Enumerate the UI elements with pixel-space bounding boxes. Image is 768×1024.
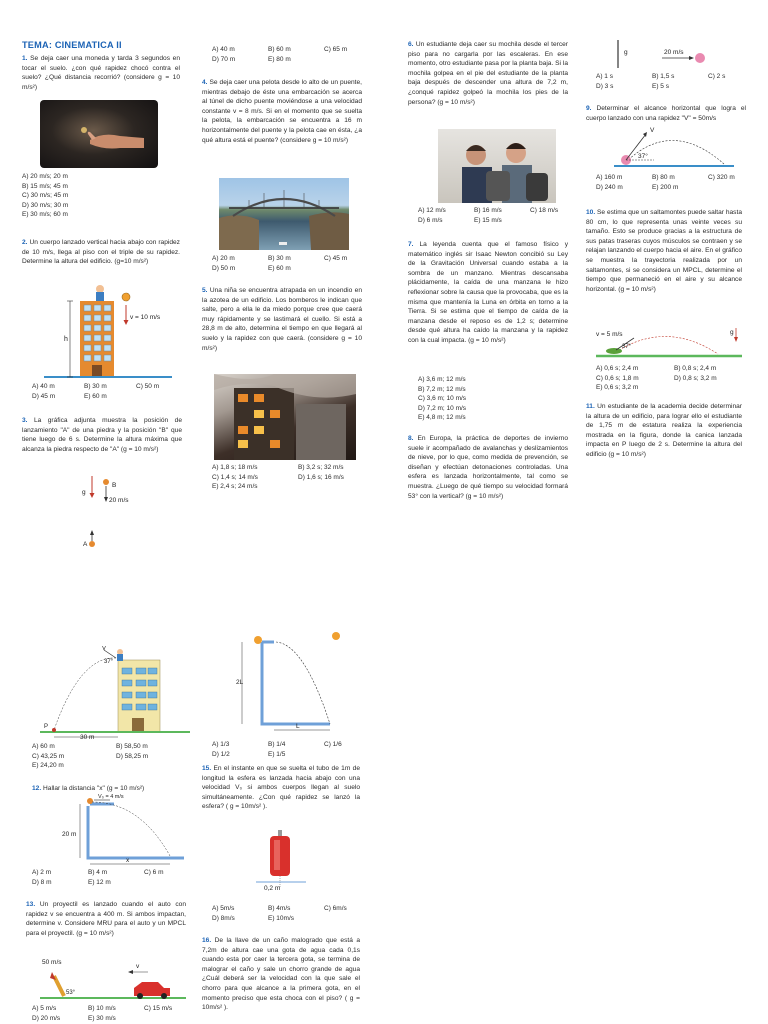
question-2-options (32, 382, 182, 401)
option-e: E) 1/5 (268, 750, 286, 758)
option-b: B) 16 m/s (474, 207, 502, 214)
option-e: E) 0,6 s; 3,2 m (596, 384, 639, 392)
option-e: E) 60 m (268, 264, 291, 272)
question-number: 6. (408, 41, 414, 48)
question-6 (408, 40, 568, 107)
angle-label: 53° (66, 990, 76, 996)
question-number: 16. (202, 937, 212, 944)
velocity-label: 20 m/s (664, 49, 684, 56)
option-e: E) 15 m/s (474, 216, 502, 224)
option-d: D) 0,8 s; 3,2 m (674, 374, 717, 382)
point-b-label: B (112, 482, 117, 489)
building-figure (44, 283, 174, 381)
question-6-options (418, 206, 588, 225)
question-number: 11. (586, 403, 595, 410)
option-b: B) 30 m (268, 255, 291, 262)
distance-label: 0,2 m (264, 885, 281, 892)
stone-figure (70, 474, 150, 554)
building-canica-figure (40, 646, 190, 740)
bridge-photo (219, 178, 349, 250)
horizontal-launch-figure (612, 40, 722, 68)
question-text: Se estima que un saltamontes puede saltar hasta 80 cm, lo que representa unas veinte veces su tamaño. Esto se produce gracias a la estructura de sus patas traseras cuyos músculos se contraen y se relajan lanzando el cuerpo hacia el aire. En el gráfico se muestra la trayectoria realizada por un saltamontes, si se considera un MPCL, determine el tiempo que permaneció en el aire y su alcance horizontal. (g = 10 m/s²) (586, 209, 742, 293)
question-number: 5. (202, 287, 208, 294)
car-projectile-figure (40, 958, 186, 1002)
option-d: D) 8m/s (212, 914, 235, 922)
gravity-label: g (624, 49, 628, 56)
car-velocity-label: v (136, 963, 140, 970)
option-c: C) 3,6 m; 10 m/s (418, 395, 467, 403)
ramp-fall-figure (224, 632, 344, 736)
option-d: D) 1,6 s; 16 m/s (298, 473, 344, 481)
option-c: C) 30 m/s; 45 m (22, 192, 69, 200)
question-8-options (596, 72, 746, 91)
option-e: E) 30 m/s (88, 1014, 116, 1022)
option-d: D) 30 m/s; 30 m (22, 201, 69, 209)
question-text: Se deja caer una moneda y tarda 3 segundos en tocar el suelo. ¿con qué rapidez chocó contra el suelo? ¿Qué distancia recorrió? (considere g = 10 m/s²) (22, 55, 180, 91)
question-5-options (212, 463, 392, 492)
option-c: C) 320 m (708, 174, 735, 181)
height-2l-label: 2L (236, 679, 244, 686)
option-e: E) 10m/s (268, 914, 295, 922)
question-number: 7. (408, 241, 414, 248)
option-a: A) 12 m/s (418, 207, 446, 214)
question-4-options (212, 254, 382, 273)
question-number: 12. (32, 785, 42, 792)
option-c: C) 65 m (324, 46, 348, 53)
distance-l-label: L (296, 723, 300, 730)
option-a: A) 40 m (32, 383, 55, 390)
option-a: A) 1,8 s; 18 m/s (212, 464, 258, 471)
question-number: 13. (26, 901, 36, 908)
coin-flip-photo (40, 100, 158, 168)
option-a: A) 2 m (32, 869, 52, 876)
option-b: B) 15 m/s; 45 m (22, 182, 68, 190)
page-title: TEMA: CINEMATICA II (22, 40, 122, 50)
option-e: E) 80 m (268, 55, 291, 63)
question-text: En el instante en que se suelta el tubo de 1m de longitud la esfera es lanzada hacia abajo con una velocidad V₀ si ambos cuerpos llegan al suelo simultáneamente. ¿Con qué rapidez se lanzó la esfera? ( g = 10m/s² ). (202, 765, 360, 811)
option-e: E) 200 m (652, 183, 679, 191)
option-a: A) 60 m (32, 743, 55, 750)
option-b: B) 7,2 m; 12 m/s (418, 385, 466, 393)
question-number: 8. (408, 435, 414, 442)
question-13 (26, 900, 186, 938)
option-b: B) 3,2 s; 32 m/s (298, 464, 344, 471)
question-12-options (32, 868, 192, 887)
option-a: A) 40 m (212, 46, 235, 53)
question-text: Un estudiante de la academia decide determinar la altura de un edificio, para lograr ello el estudiante de 1,75 m de estatura realiza la experiencia mostrada en la figura, donde la canica lanzada impacta en P luego de 2 s. Determine la altura del edificio (g = 10 m/s²) (586, 403, 742, 458)
option-b: B) 80 m (652, 174, 675, 181)
option-c: C) 45 m (324, 255, 348, 262)
option-d: D) 50 m (212, 264, 236, 272)
option-a: A) 1 s (596, 73, 613, 80)
distance-x-label: x (126, 857, 130, 864)
option-d: D) 70 m (212, 55, 236, 63)
question-13-options (32, 1004, 192, 1023)
question-9 (586, 104, 746, 123)
question-4 (202, 78, 362, 145)
option-c: C) 1,4 s; 14 m/s (212, 473, 258, 481)
projectile-velocity-label: 50 m/s (42, 959, 62, 966)
question-10-options (596, 364, 756, 393)
option-b: B) 30 m (84, 383, 107, 390)
question-11-options (32, 742, 182, 771)
question-number: 15. (202, 765, 212, 772)
option-e: E) 2,4 s; 24 m/s (212, 483, 258, 491)
students-photo (438, 129, 556, 203)
option-c: C) 15 m/s (144, 1005, 173, 1012)
cliff-launch-figure (60, 792, 190, 866)
question-1 (22, 54, 180, 92)
projectile-37-figure (614, 124, 734, 170)
angle-label: 37° (104, 659, 114, 665)
option-a: A) 20 m/s; 20 m (22, 173, 68, 180)
velocity-label: V (102, 646, 107, 652)
point-p-label: P (44, 724, 49, 730)
question-number: 10. (586, 209, 596, 216)
question-16 (202, 936, 360, 1013)
question-7-options (418, 375, 568, 423)
option-e: E) 5 s (652, 82, 669, 90)
angle-label: 37° (622, 344, 632, 350)
question-text: Determinar el alcance horizontal que logra el cuerpo lanzado con una rapidez "V" = 50m/s (586, 105, 746, 122)
grasshopper-figure (596, 324, 742, 360)
option-d: D) 8 m (32, 878, 52, 886)
velocity-label: v = 5 m/s (596, 331, 623, 338)
gravity-label: g (730, 329, 734, 336)
question-number: 9. (586, 105, 592, 112)
question-3-options (212, 45, 382, 64)
option-e: E) 24,20 m (32, 762, 64, 770)
question-text: La leyenda cuenta que el famoso físico y matemático inglés sir Isaac Newton concibió su Ley de la Gravitación Universal cuando estaba a la sombra de un manzano. Mientras descansaba plácidamente, la caída de una manzana le hizo reflexionar sobre la causa que la provocaba, que es la misma que mantenía la Luna en órbita en torno a la Tierra. Si se estima que el tiempo de caída de la manzana desde el reposo es de 1,2 s; determine desde qué altura ha caído la manzana y la rapidez con la cual impacta. (g = 10 m/s²) (408, 241, 568, 344)
question-number: 2. (22, 239, 28, 246)
question-7 (408, 240, 568, 346)
option-e: E) 30 m/s; 60 m (22, 211, 68, 219)
question-1-options (22, 172, 172, 220)
question-15 (202, 764, 360, 812)
question-text: Un estudiante deja caer su mochila desde el tercer piso para no cargarla por las escaleras. En ese momento, otro estudiante pasa por la planta baja. Si la mochila golpea en el pie del estudiante de la planta baja después de descender una altura de 7,2 m, ¿conqué rapidez golpeó la mochila los pies de la persona? (g = 10 m/s²) (408, 41, 568, 106)
option-c: C) 0,6 s; 1,8 m (596, 374, 639, 382)
option-d: D) 20 m/s (32, 1014, 61, 1022)
question-text: Una niña se encuentra atrapada en un incendio en la azotea de un edificio. Los bomberos le indican que salte, pero a ella le da miedo porque cree que caerá muy rápidamente y se lastimará el cuello. Si está a 28,8 m de alto, determina el tiempo en que llegará al suelo y la rapidez con que caerá. (considere g = 10 m/s²) (202, 287, 362, 352)
question-15-options (212, 904, 372, 923)
question-number: 3. (22, 417, 28, 424)
option-a: A) 5m/s (212, 905, 235, 912)
option-c: C) 43,25 m (32, 752, 65, 760)
point-a-label: A (83, 541, 88, 548)
angle-label: 37° (638, 153, 648, 160)
option-a: A) 0,6 s; 2,4 m (596, 365, 639, 372)
question-text: Hallar la distancia "x" (g = 10 m/s²) (43, 785, 145, 792)
option-d: D) 58,25 m (116, 752, 149, 760)
question-text: La gráfica adjunta muestra la posición de lanzamiento "A" de una piedra y la posición "B" que tiene luego de 6 s. Determine la altura máxima que alcanza la piedra respecto de "A" (g = 10 m/s²) (22, 417, 182, 453)
option-a: A) 5 m/s (32, 1005, 57, 1012)
distance-label: 30 m (80, 734, 95, 740)
option-c: C) 2 s (708, 73, 726, 80)
question-text: Un proyectil es lanzado cuando el auto con rapidez v se encuentra a 400 m. Si ambos impactan, determine v. Considere MRU para el auto y un MPCL para el proyectil. (g = 10 m/s²) (26, 901, 186, 937)
option-a: A) 3,6 m; 12 m/s (418, 376, 466, 383)
tube-figure (256, 828, 306, 892)
question-text: Se deja caer una pelota desde lo alto de un puente, mientras debajo de éste una embarcación se acerca al túnel de dicho puente moviéndose a una velocidad constante v = 8 m/s. Si en el momento que se suelta la pelota, la embarcación se encuentra a 16 m horizontalmente del puente y la pelota cae en ésta, ¿a qué altura está el puente? (considere g = 10 m/s²) (202, 79, 362, 144)
option-b: B) 58,50 m (116, 743, 148, 750)
option-c: C) 6m/s (324, 905, 347, 912)
option-a: A) 20 m (212, 255, 235, 262)
height-label: 20 m (62, 831, 77, 838)
option-b: B) 4 m (88, 869, 108, 876)
question-number: 1. (22, 55, 28, 62)
question-text: En Europa, la práctica de deportes de invierno suele ir acompañado de avalanchas y deslizamientos de nieve, por lo que, como medida de prevención, se diseñan y efectúan detonaciones controladas. Una esfera es lanzada horizontalmente, tal como se muestra. ¿Luego de qué tiempo su velocidad formará 53° con la vertical? (g = 10 m/s²) (408, 435, 568, 500)
question-3 (22, 416, 182, 454)
option-e: E) 4,8 m; 12 m/s (418, 414, 466, 422)
option-d: D) 240 m (596, 183, 623, 191)
option-b: B) 1,5 s (652, 73, 675, 80)
question-text: De la llave de un caño malogrado que está a 7,2m de altura cae una gota de agua cada 0,1s cuando esta por caer la tercera gota, se termina de malograr el caño y sale un chorro grande de agua ¿Cuál deberá ser la velocidad con la que sale el chorro para que alcance a la primera gota, en el momento preciso que esta choca con el piso? ( g = 10m/s² ). (202, 937, 360, 1012)
option-a: A) 1/3 (212, 741, 230, 748)
option-b: B) 1/4 (268, 741, 286, 748)
fire-building-photo (214, 374, 356, 460)
option-e: E) 60 m (84, 392, 107, 400)
question-9-options (596, 173, 756, 192)
velocity-label: V (650, 127, 655, 134)
option-c: C) 50 m (136, 383, 160, 390)
option-b: B) 60 m (268, 46, 291, 53)
velocity-label: v = 10 m/s (130, 314, 161, 321)
option-a: A) 160 m (596, 174, 623, 181)
option-b: B) 10 m/s (88, 1005, 116, 1012)
gravity-label: g (82, 489, 86, 496)
question-text: Un cuerpo lanzado vertical hacia abajo con rapidez de 10 m/s, llega al piso con el triple de su rapidez. Determine la altura del edificio. (g=10 m/s²) (22, 239, 180, 266)
option-d: D) 6 m/s (418, 216, 443, 224)
option-c: C) 1/6 (324, 741, 342, 748)
question-14-options (212, 740, 372, 759)
option-b: B) 4m/s (268, 905, 291, 912)
question-8 (408, 434, 568, 501)
question-5 (202, 286, 362, 353)
question-11 (586, 402, 742, 460)
option-d: D) 45 m (32, 392, 56, 400)
question-number: 4. (202, 79, 208, 86)
option-c: C) 6 m (144, 869, 164, 876)
height-label: h (64, 336, 68, 343)
option-d: D) 7,2 m; 10 m/s (418, 404, 467, 412)
velocity-label: V₀ = 4 m/s (98, 794, 124, 800)
option-c: C) 18 m/s (530, 207, 559, 214)
option-d: D) 1/2 (212, 750, 230, 758)
option-b: B) 0,8 s; 2,4 m (674, 365, 717, 372)
question-10 (586, 208, 742, 294)
option-d: D) 3 s (596, 82, 614, 90)
velocity-label: 20 m/s (109, 497, 129, 504)
question-2 (22, 238, 180, 267)
option-e: E) 12 m (88, 878, 111, 886)
